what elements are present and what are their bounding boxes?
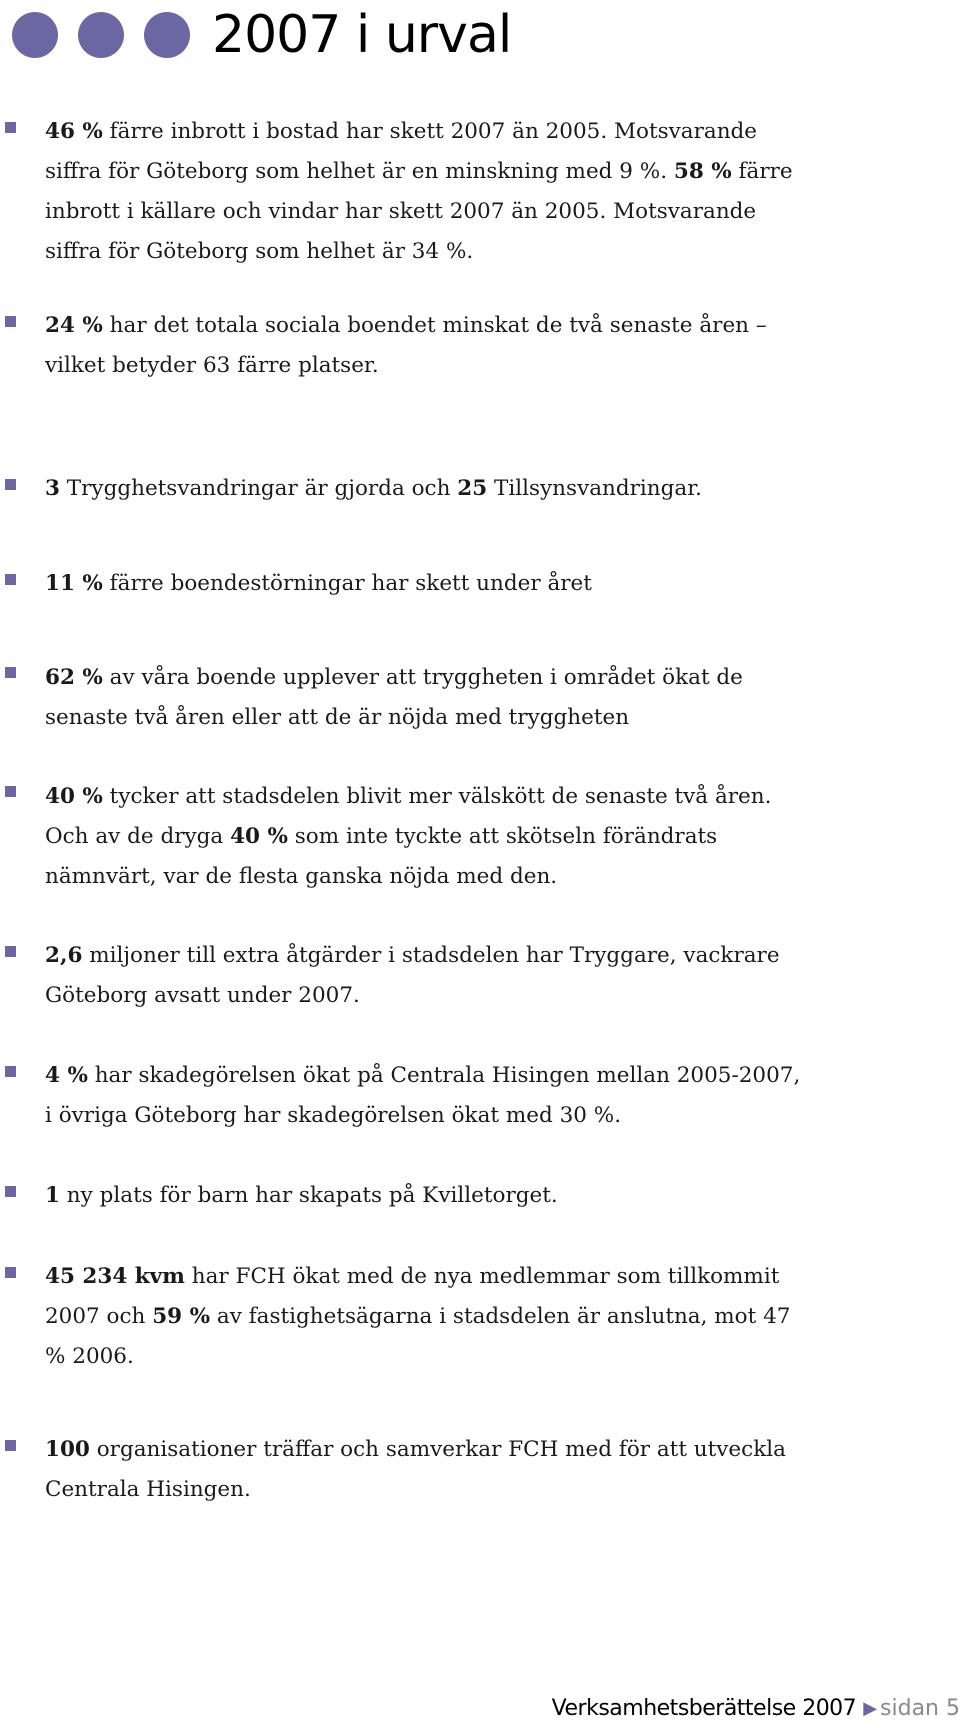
item-text-segment: Trygghetsvandringar är gjorda och — [59, 476, 458, 501]
item-text-segment: färre inbrott i bostad har skett 2007 än 2005. Motsvarande siffra för Göteborg som helhet är en minskning med 9 %. — [45, 119, 758, 184]
highlight-figure: 24 % — [45, 313, 103, 338]
highlight-figure: 62 % — [45, 665, 103, 690]
highlight-figure: 4 % — [45, 1063, 88, 1088]
item-text-segment: har det totala sociala boendet minskat de två senaste åren – vilket betyder 63 färre platser. — [45, 313, 767, 378]
square-bullet-icon — [5, 1440, 16, 1451]
list-item-text — [45, 777, 805, 897]
circle-icon — [144, 12, 190, 58]
item-text-segment: färre inbrott i källare och vindar har skett 2007 än 2005. Motsvarande siffra för Göteborg som helhet är 34 %. — [45, 159, 793, 264]
item-text-segment: tycker att stadsdelen blivit mer välskött de senaste två åren. Och av de dryga — [45, 784, 772, 849]
list-item-text — [45, 936, 805, 1016]
list-item-text — [45, 469, 805, 509]
item-text-segment: färre boendestörningar har skett under året — [102, 571, 592, 596]
item-text-segment: som inte tyckte att skötseln förändrats nämnvärt, var de flesta ganska nöjda med den. — [45, 824, 718, 889]
list-item-text — [45, 658, 805, 738]
highlight-figure: 40 % — [230, 824, 288, 849]
highlight-figure: 46 % — [45, 119, 103, 144]
item-text-segment: organisationer träffar och samverkar FCH med för att utveckla Centrala Hisingen. — [45, 1437, 786, 1502]
list-item-text — [45, 1430, 805, 1510]
list-item-text — [45, 1257, 805, 1377]
item-text-segment: har FCH ökat med de nya medlemmar som tillkommit 2007 och — [45, 1264, 780, 1329]
square-bullet-icon — [5, 122, 16, 133]
highlight-figure: 59 % — [152, 1304, 211, 1329]
circle-icon — [78, 12, 124, 58]
highlight-figure: 40 % — [45, 784, 103, 809]
square-bullet-icon — [5, 1267, 16, 1278]
square-bullet-icon — [5, 316, 16, 327]
list-item-text — [45, 112, 805, 272]
square-bullet-icon — [5, 946, 16, 957]
circle-icon — [12, 12, 58, 58]
square-bullet-icon — [5, 786, 16, 797]
square-bullet-icon — [5, 574, 16, 585]
square-bullet-icon — [5, 479, 16, 490]
list-item-text — [45, 1176, 805, 1216]
highlight-figure: 11 % — [45, 571, 103, 596]
highlight-figure: 100 — [45, 1437, 90, 1462]
page-header — [12, 6, 511, 64]
list-item-text — [45, 564, 805, 604]
item-text-segment: miljoner till extra åtgärder i stadsdelen har Tryggare, vackrare Göteborg avsatt under 2007. — [45, 943, 780, 1008]
square-bullet-icon — [5, 667, 16, 678]
item-text-segment: har skadegörelsen ökat på Centrala Hisingen mellan 2005-2007, i övriga Göteborg har skadegörelsen ökat med 30 %. — [45, 1063, 801, 1128]
triangle-right-icon: ▶ — [863, 1697, 878, 1719]
page-footer — [552, 1688, 960, 1728]
highlight-figure: 45 234 kvm — [45, 1264, 185, 1289]
item-text-segment: av våra boende upplever att tryggheten i området ökat de senaste två åren eller att de är nöjda med tryggheten — [45, 665, 743, 730]
item-text-segment: ny plats för barn har skapats på Kvilletorget. — [59, 1183, 558, 1208]
highlight-figure: 2,6 — [45, 943, 83, 968]
page-number: sidan 5 — [880, 1695, 960, 1721]
page-title: 2007 i urval — [212, 5, 512, 65]
list-item-text — [45, 1056, 805, 1136]
list-item-text — [45, 306, 805, 386]
highlight-figure: 3 — [45, 476, 60, 501]
highlight-figure: 58 % — [673, 159, 732, 184]
highlight-figure: 25 — [457, 476, 488, 501]
square-bullet-icon — [5, 1066, 16, 1077]
footer-title: Verksamhetsberättelse 2007 — [551, 1695, 857, 1721]
highlight-figure: 1 — [45, 1183, 60, 1208]
square-bullet-icon — [5, 1186, 16, 1197]
item-text-segment: av fastighetsägarna i stadsdelen är anslutna, mot 47 % 2006. — [45, 1304, 791, 1369]
item-text-segment: Tillsynsvandringar. — [487, 476, 702, 501]
